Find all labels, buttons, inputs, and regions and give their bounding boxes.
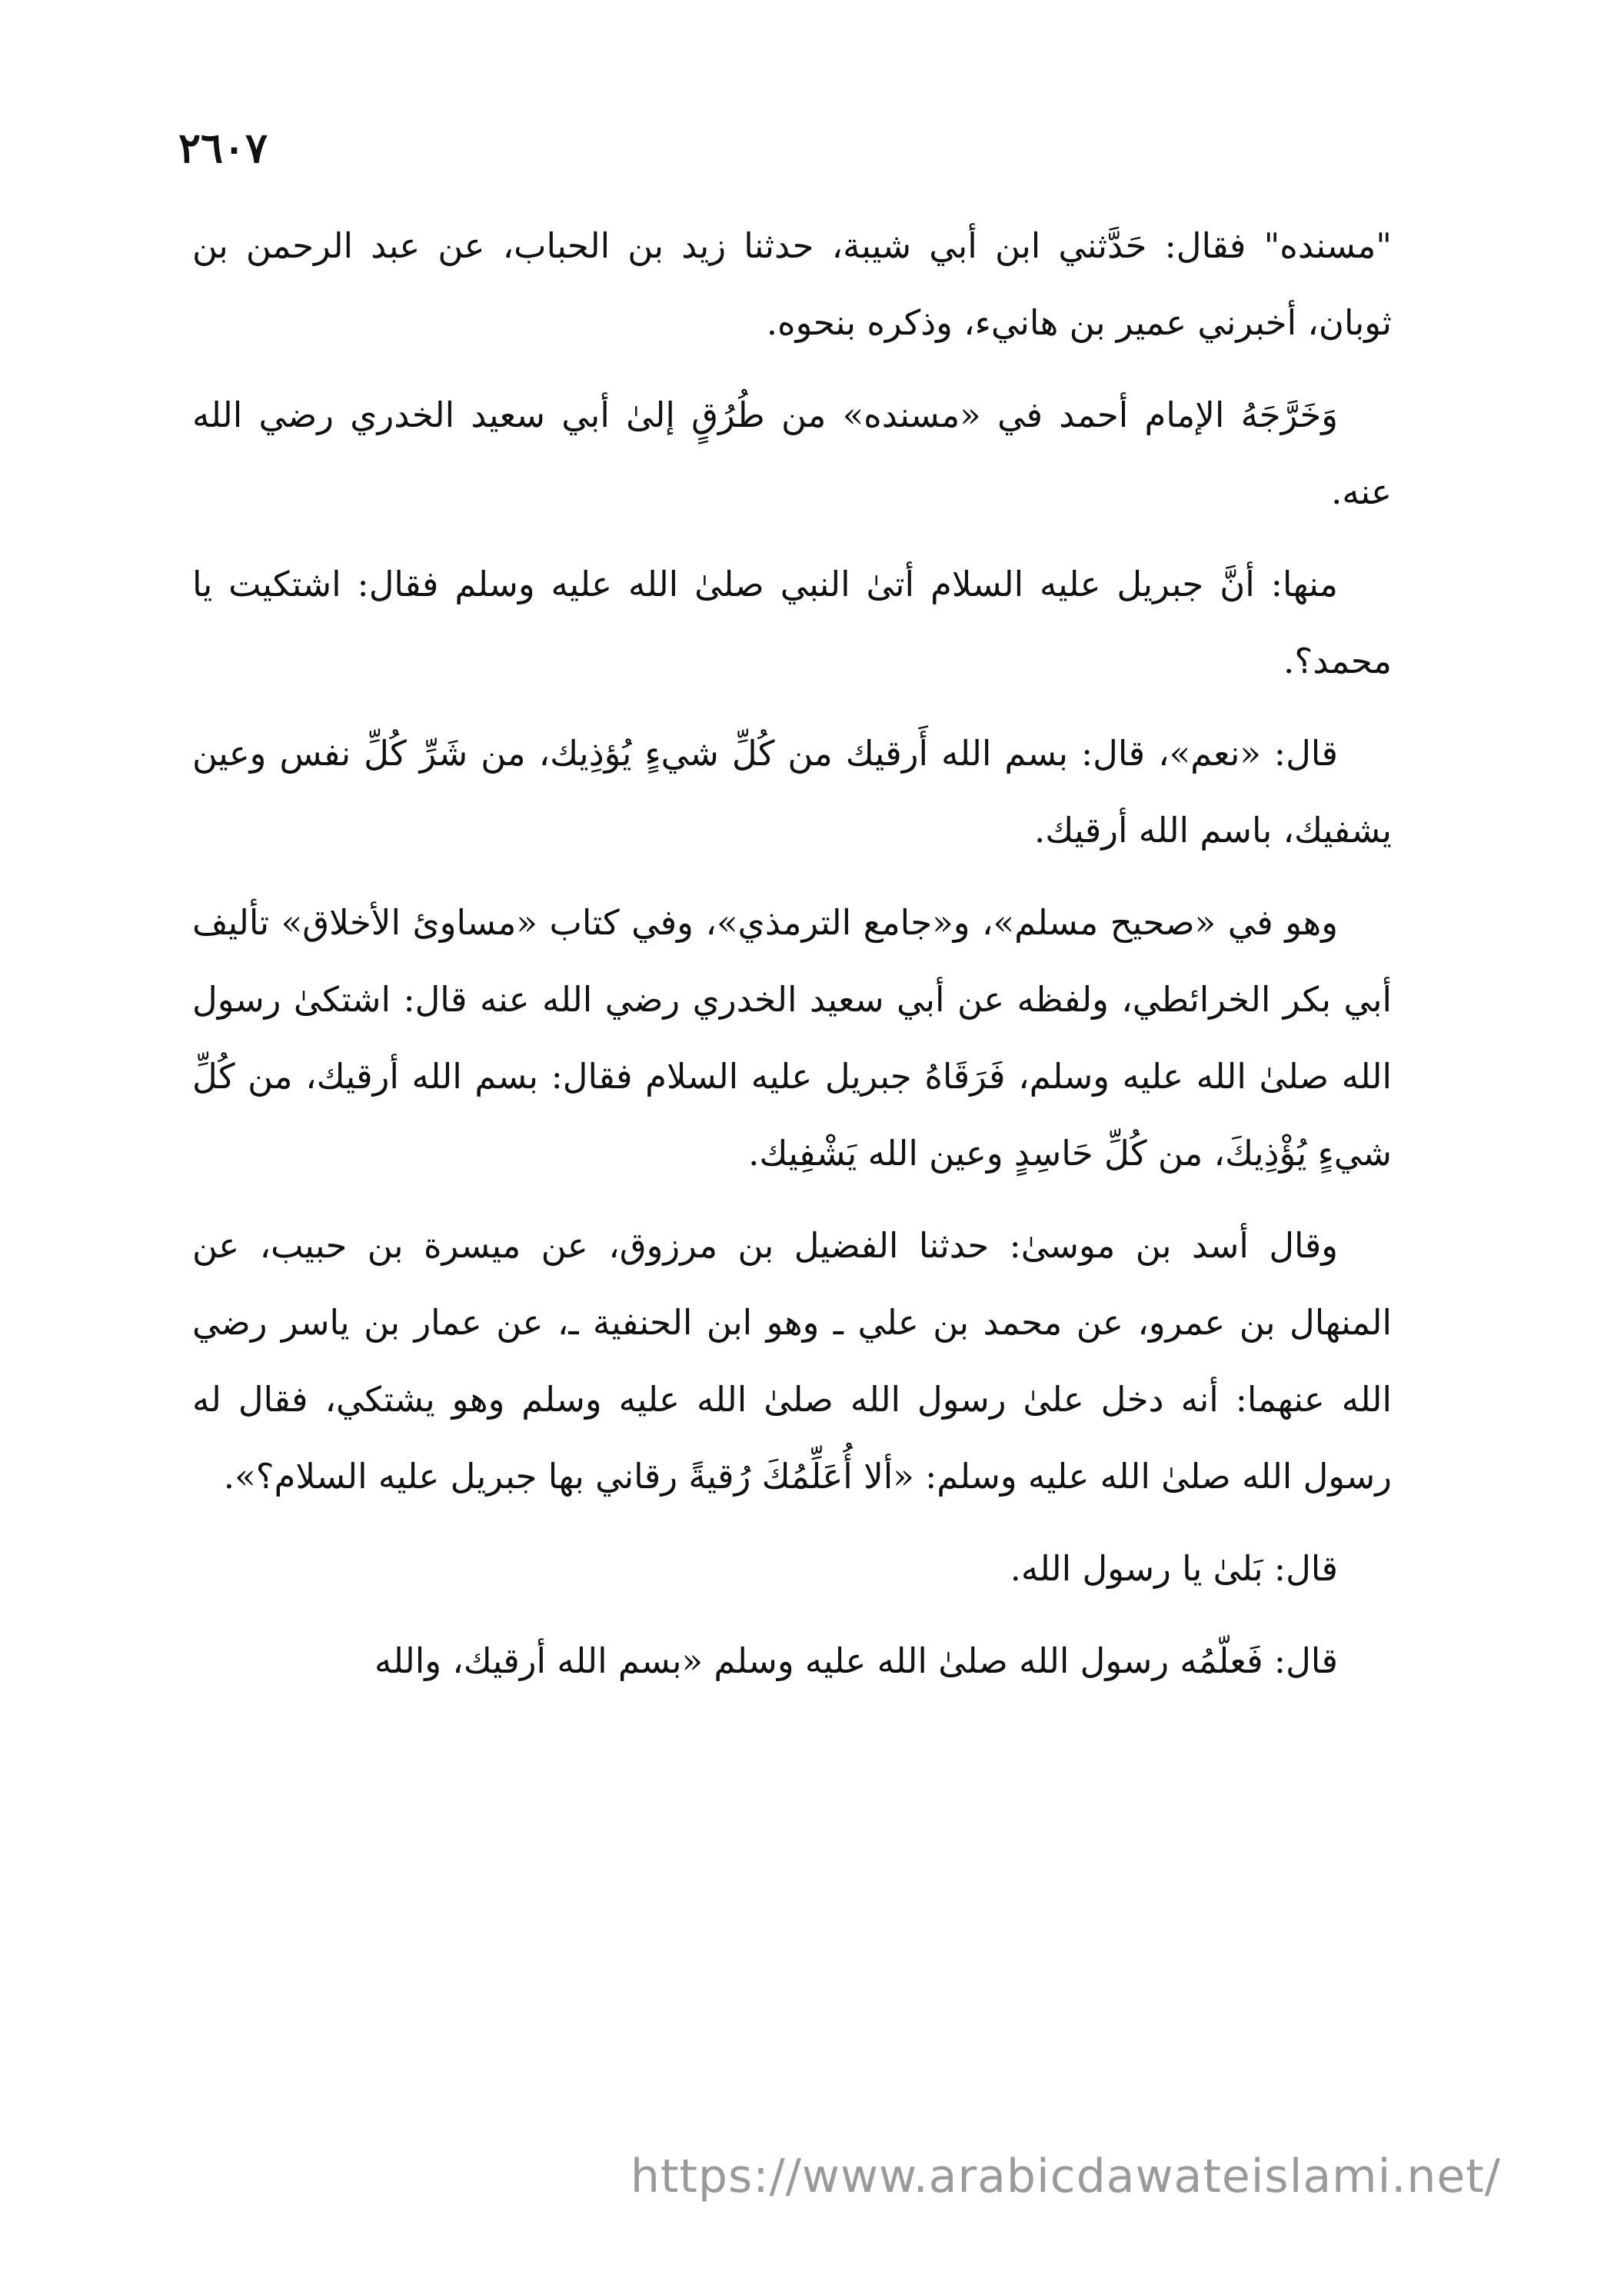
paragraph-2: وَخَرَّجَهُ الإمام أحمد في «مسنده» من طُرُقٍ إلىٰ أبي سعيد الخدري رضي الله عنه. (192, 395, 1392, 512)
paragraph-6: وقال أسد بن موسىٰ: حدثنا الفضيل بن مرزوق، عن ميسرة بن حبيب، عن المنهال بن عمرو، عن محمد بن علي ـ وهو ابن الحنفية ـ، عن عمار بن ياسر رضي الله عنهما: أنه دخل علىٰ رسول الله صلىٰ الله عليه وسلم وهو يشتكي، فقال له رسول الله صلىٰ الله عليه وسلم: «ألا أُعَلِّمُكَ رُقيةً رقاني بها جبريل عليه السلام؟». (192, 1225, 1392, 1497)
paragraph-5: وهو في «صحيح مسلم»، و«جامع الترمذي»، وفي كتاب «مساوئ الأخلاق» تأليف أبي بكر الخرائطي، ولفظه عن أبي سعيد الخدري رضي الله عنه قال: اشتكىٰ رسول الله صلىٰ الله عليه وسلم، فَرَقَاهُ جبريل عليه السلام فقال: بسم الله أرقيك، من كُلِّ شيءٍ يُؤْذِيكَ، من كُلِّ حَاسِدٍ وعين الله يَشْفِيك. (192, 902, 1392, 1174)
paragraph-1: "مسنده" فقال: حَدَّثني ابن أبي شيبة، حدثنا زيد بن الحباب، عن عبد الرحمن بن ثوبان، أخبرني عمير بن هانيء، وذكره بنحوه. (192, 225, 1392, 343)
paragraph-7: قال: بَلىٰ يا رسول الله. (1010, 1548, 1338, 1589)
website-watermark: https://www.arabicdawateislami.net/ (630, 2150, 1501, 2203)
page-number: ٢٦٠٧ (178, 123, 268, 172)
paragraph-3: منها: أنَّ جبريل عليه السلام أتىٰ النبي صلىٰ الله عليه وسلم فقال: اشتكيت يا محمد؟. (192, 564, 1392, 681)
paragraph-8: قال: فَعلّمُه رسول الله صلىٰ الله عليه وسلم «بسم الله أرقيك، والله (374, 1640, 1338, 1681)
body-text (192, 208, 1392, 1715)
paragraph-4: قال: «نعم»، قال: بسم الله أَرقيك من كُلِّ شيءٍ يُؤذِيك، من شَرِّ كُلِّ نفس وعين يشفيك، باسم الله أرقيك. (192, 733, 1392, 851)
